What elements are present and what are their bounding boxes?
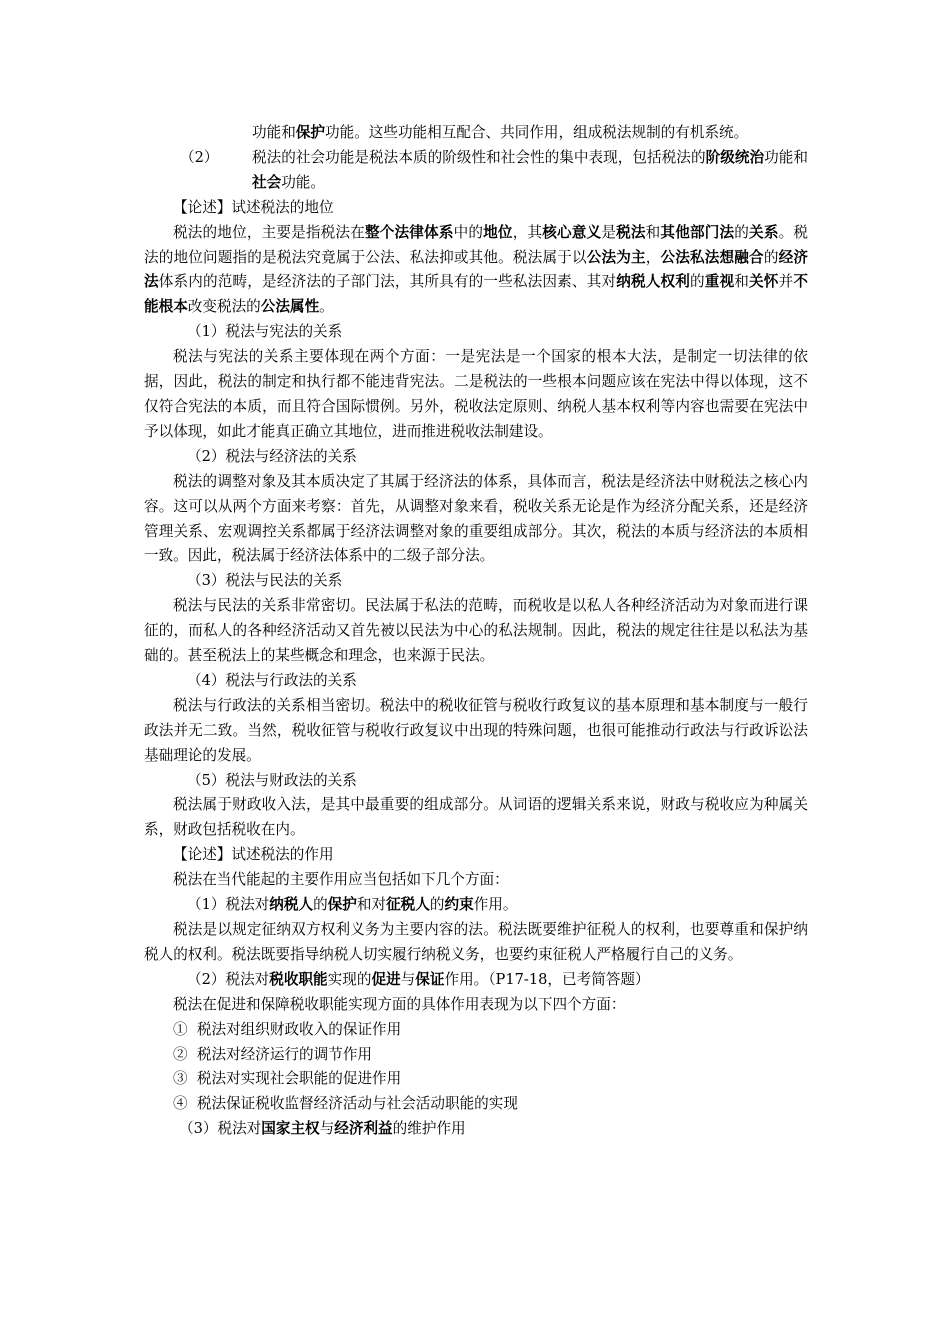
item-number: （2） [180, 148, 219, 166]
subheading-administrative-law: （4）税法与行政法的关系 [187, 671, 357, 689]
paragraph-status: 税法的地位，主要是指税法在整个法律体系中的地位，其核心意义是税法和其他部门法的关系。税法的地位问题指的是税法究竟属于公法、私法抑或其他。税法属于以公法为主，公法私法想融合的经济法体系内的范畴，是经济法的子部门法，其所具有的一些私法因素、其对纳税人权利的重视和关怀并不能根本改变税法的公法属性。 [144, 223, 808, 316]
list-item: ② 税法对经济运行的调节作用 [173, 1045, 373, 1063]
paragraph-social-function [144, 146, 808, 196]
list-item: ③ 税法对实现社会职能的促进作用 [173, 1070, 402, 1088]
numbered-list [144, 1018, 808, 1118]
heading-role: 【论述】试述税法的作用 [173, 846, 334, 864]
subheading-protection: （1）税法对纳税人的保护和对征税人的约束作用。 [187, 896, 518, 914]
paragraph-administrative-law: 税法与行政法的关系相当密切。税法中的税收征管与税收行政复议的基本原理和基本制度与一般行政法并无二致。当然，税收征管与税收行政复议中出现的特殊问题，也很可能推动行政法与行政诉讼法基础理论的发展。 [144, 696, 808, 764]
paragraph-protection: 税法是以规定征纳双方权利义务为主要内容的法。税法既要维护征税人的权利，也要尊重和保护纳税人的权利。税法既要指导纳税人切实履行纳税义务，也要约束征税人严格履行自己的义务。 [144, 921, 808, 963]
list-item: ① 税法对组织财政收入的保证作用 [173, 1020, 402, 1038]
paragraph-economic-law: 税法的调整对象及其本质决定了其属于经济法的体系，具体而言，税法是经济法中财税法之核心内容。这可以从两个方面来考察：首先，从调整对象来看，税收关系无论是作为经济分配关系，还是经济管理关系、宏观调控关系都属于经济法调整对象的重要组成部分。其次，税法的本质与经济法的本质相一致。因此，税法属于经济法体系中的二级子部分法。 [144, 472, 808, 565]
subheading-economic-law: （2）税法与经济法的关系 [187, 447, 357, 465]
paragraph-role-intro: 税法在当代能起的主要作用应当包括如下几个方面： [173, 871, 509, 889]
list-item: ④ 税法保证税收监督经济活动与社会活动职能的实现 [173, 1095, 518, 1113]
paragraph-civil-law: 税法与民法的关系非常密切。民法属于私法的范畴，而税收是以私人各种经济活动为对象而进行课征的，而私人的各种经济活动又首先被以民法为中心的私法规制。因此，税法的规定往往是以私法为基础的。甚至税法上的某些概念和理念，也来源于民法。 [144, 597, 808, 665]
subheading-tax-function: （2）税法对税收职能实现的促进与保证作用。（P17-18，已考简答题） [187, 970, 650, 988]
subheading-constitution: （1）税法与宪法的关系 [187, 323, 343, 341]
subheading-fiscal-law: （5）税法与财政法的关系 [187, 771, 357, 789]
paragraph-protect-function: 功能和保护功能。这些功能相互配合、共同作用，组成税法规制的有机系统。 [252, 124, 749, 141]
document-body [144, 121, 808, 1142]
paragraph-tax-function: 税法在促进和保障税收职能实现方面的具体作用表现为以下四个方面： [173, 995, 626, 1013]
subheading-sovereignty: （3）税法对国家主权与经济利益的维护作用 [179, 1120, 466, 1138]
paragraph-constitution: 税法与宪法的关系主要体现在两个方面：一是宪法是一个国家的根本大法，是制定一切法律的依据，因此，税法的制定和执行都不能违背宪法。二是税法的一些根本问题应该在宪法中得以体现，这不仅符合宪法的本质，而且符合国际惯例。另外，税收法定原则、纳税人基本权利等内容也需要在宪法中予以体现，如此才能真正确立其地位，进而推进税收法制建设。 [144, 348, 808, 440]
subheading-civil-law: （3）税法与民法的关系 [187, 572, 343, 590]
heading-status: 【论述】试述税法的地位 [173, 198, 334, 216]
item-text: 税法的社会功能是税法本质的阶级性和社会性的集中表现，包括税法的阶级统治功能和社会功能。 [252, 148, 808, 191]
paragraph-fiscal-law: 税法属于财政收入法，是其中最重要的组成部分。从词语的逻辑关系来说，财政与税收应为种属关系，财政包括税收在内。 [144, 796, 808, 839]
